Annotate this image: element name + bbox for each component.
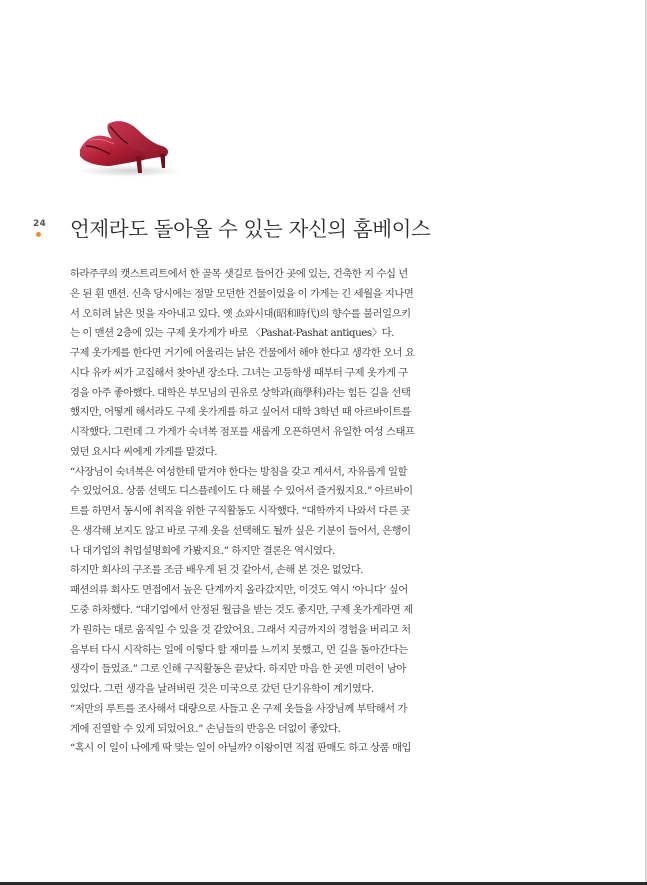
body-line: 시작했다. 그런데 그 가게가 숙녀복 점포를 새롭게 오픈하면서 유일한 여성 스태프: [70, 426, 415, 439]
body-line: “저만의 루트를 조사해서 대량으로 사들고 온 구제 옷들을 사장님께 부탁해서 가: [70, 702, 407, 715]
body-line: 은 된 흰 맨션. 신축 당시에는 정말 모던한 건물이었을 이 가게는 긴 세월을 지나면: [70, 287, 414, 300]
body-line: “사장님이 숙녀복은 여성한테 맡겨야 한다는 방침을 갖고 계셔서, 자유롭게 일할: [70, 465, 407, 478]
chapter-title: 언제라도 돌아올 수 있는 자신의 홈베이스: [70, 217, 431, 241]
body-line: 하지만 회사의 구조를 조금 배우게 된 것 같아서, 손해 본 것은 없었다.: [70, 564, 364, 577]
body-line: 생각이 들었죠.” 그로 인해 구직활동은 끝났다. 하지만 마음 한 곳엔 미련이 남아: [70, 663, 406, 676]
body-line: 패션의류 회사도 면접에서 높은 단계까지 올라갔지만, 이것도 역시 ‘아니다’ 싶어: [70, 584, 408, 597]
body-line: 게에 진열할 수 있게 되었어요.” 손님들의 반응은 더없이 좋았다.: [70, 722, 341, 735]
body-line: 서 오히려 낡은 멋을 자아내고 있다. 옛 쇼와시대(昭和時代)의 향수를 불러일으키: [70, 307, 411, 320]
body-line: 있었다. 그런 생각을 날려버린 것은 미국으로 갔던 단기유학이 계기였다.: [70, 683, 374, 696]
body-line: 트를 하면서 동시에 취직을 위한 구직활동도 시작했다. “대학까지 나와서 다른 곳: [70, 505, 410, 518]
body-line: 하라주쿠의 캣스트리트에서 한 골목 샛길로 들어간 곳에 있는, 건축한 지 수십 년: [70, 268, 408, 280]
body-text: [70, 265, 480, 759]
body-line: 는 이 맨션 2층에 있는 구제 옷가게가 바로 〈Pashat-Pashat antiques〉다.: [70, 327, 394, 340]
body-line: 나 대기업의 취업설명회에 가봤지요.” 하지만 결론은 역시였다.: [70, 544, 335, 557]
page-number-dot: [36, 232, 41, 237]
body-line: 음부터 다시 시작하는 일에 이렇다 할 재미를 느끼지 못했고, 먼 길을 돌아간다는: [70, 643, 408, 656]
body-line: 했지만, 어떻게 해서라도 구제 옷가게를 하고 싶어서 대학 3학년 때 아르바이트를: [70, 406, 412, 419]
page-number: 24: [33, 219, 47, 229]
body-line: 였던 요시다 씨에게 가게를 맡겼다.: [70, 445, 218, 458]
body-line: 구제 옷가게를 한다면 거기에 어울리는 낡은 건물에서 해야 한다고 생각한 오너 요: [70, 347, 415, 360]
body-line: 도중 하차했다. “대기업에서 안정된 월급을 받는 것도 좋지만, 구제 옷가게라면 제: [70, 604, 413, 617]
body-line: 시다 유카 씨가 고집해서 찾아낸 장소다. 그녀는 고등학생 때부터 구제 옷가게 구: [70, 366, 408, 379]
red-shoes-illustration: [70, 116, 190, 178]
body-line: 가 원하는 대로 움직일 수 있을 것 같았어요. 그래서 지금까지의 경험을 버리고 처: [70, 623, 411, 636]
body-line: “혹시 이 일이 나에게 딱 맞는 일이 아닐까? 이왕이면 직접 판매도 하고 상품 매입: [70, 742, 411, 755]
body-line: 수 있었어요. 상품 선택도 디스플레이도 다 해볼 수 있어서 즐거웠지요.” 아르바이: [70, 485, 413, 498]
body-line: 은 생각해 보지도 않고 바로 구제 옷을 선택해도 될까 싶은 기분이 들어서, 은행이: [70, 524, 411, 537]
body-line: 경을 아주 좋아했다. 대학은 부모님의 권유로 상학과(商學科)라는 힘든 길을 선택: [70, 386, 411, 399]
